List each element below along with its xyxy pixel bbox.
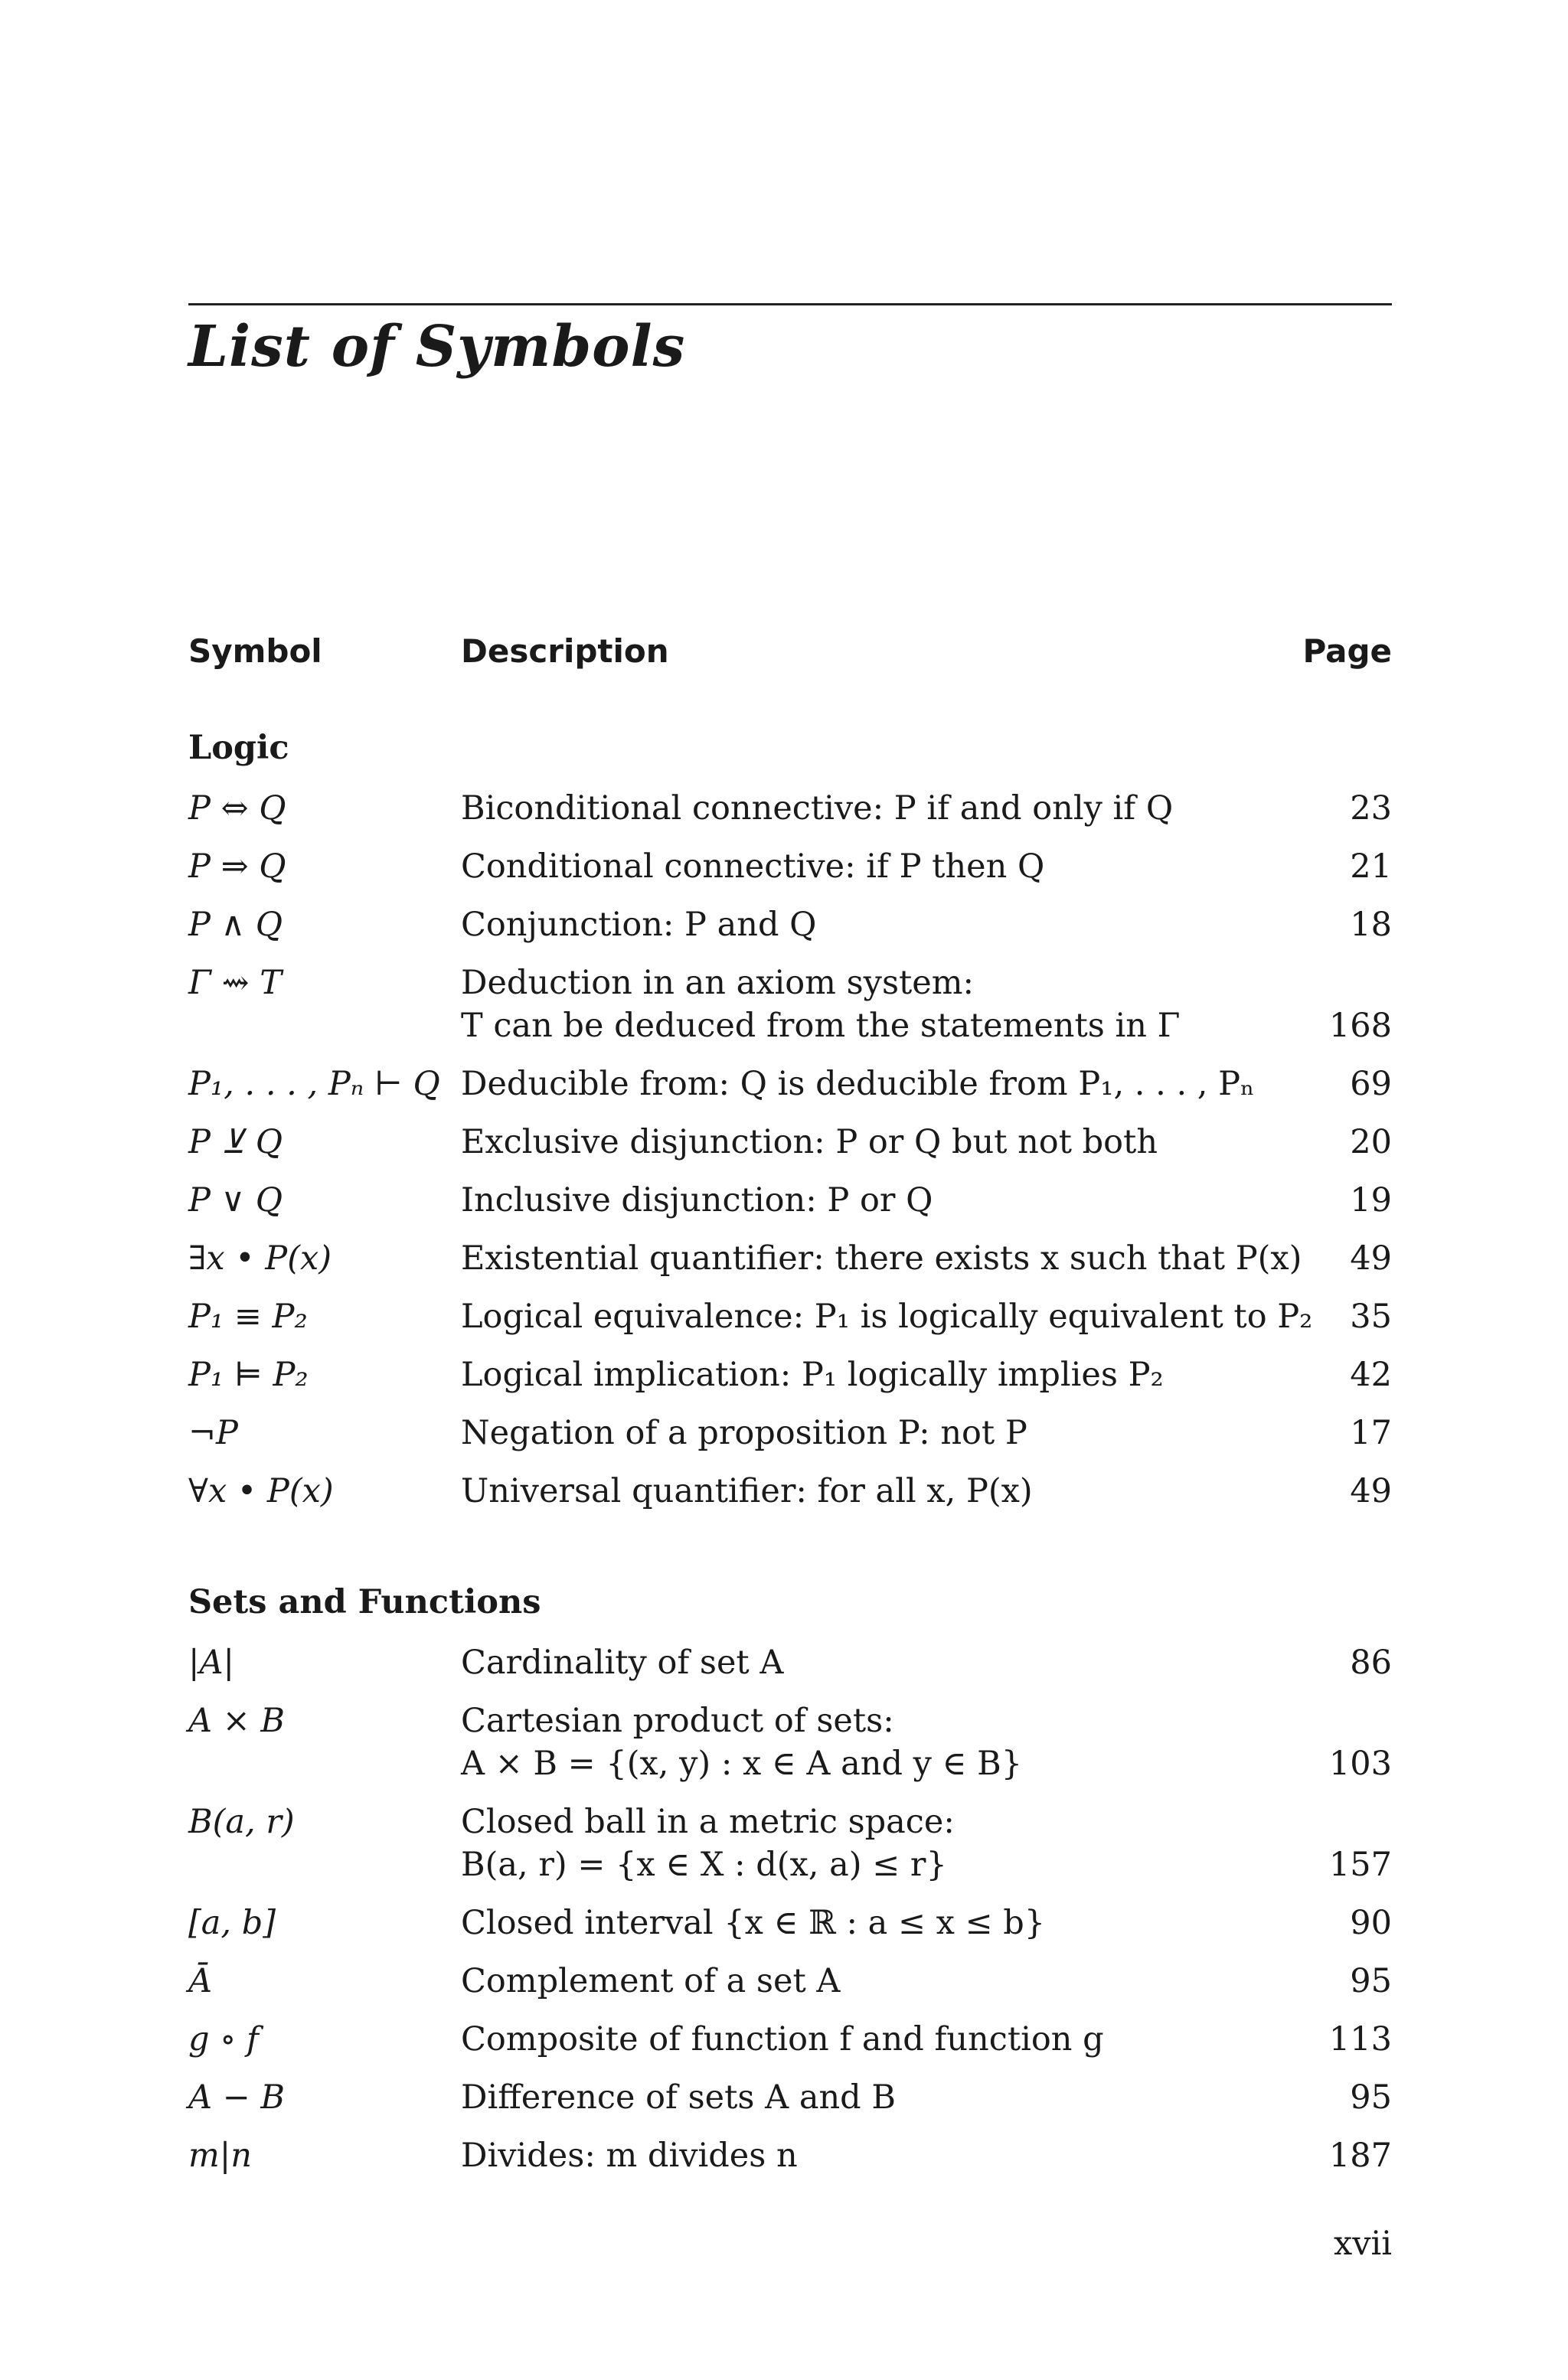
entry-description	[461, 1179, 1272, 1222]
entry-description	[461, 1237, 1302, 1280]
symbol-entry	[188, 1063, 1392, 1105]
entry-symbol: P₁ ⊨ P₂	[188, 1356, 309, 1394]
entry-page-number: 21	[1350, 847, 1392, 886]
entry-symbol: m|n	[188, 2137, 252, 2175]
entry-description	[461, 1412, 1272, 1454]
description-line: Complement of a set A	[461, 1962, 841, 2000]
entry-page-number: 187	[1328, 2137, 1392, 2175]
section-heading: Logic	[188, 729, 289, 767]
description-line: Universal quantifier: for all x, P(x)	[461, 1472, 1033, 1510]
entry-symbol: B(a, r)	[188, 1803, 295, 1841]
entry-symbol: |A|	[188, 1644, 235, 1682]
entry-description	[461, 2018, 1272, 2061]
description-line: Deduction in an axiom system:	[461, 964, 975, 1002]
entry-symbol: P ∧ Q	[188, 906, 283, 944]
entry-page-number: 35	[1350, 1298, 1392, 1336]
description-line: Composite of function f and function g	[461, 2020, 1104, 2058]
description-line: Inclusive disjunction: P or Q	[461, 1181, 933, 1219]
entry-description	[461, 1121, 1272, 1164]
entry-symbol: Γ ⇝ T	[188, 964, 282, 1002]
entry-page-number: 86	[1350, 1644, 1392, 1682]
entry-symbol: ∃x • P(x)	[188, 1239, 332, 1278]
description-line: Biconditional connective: P if and only if Q	[461, 789, 1174, 828]
entry-description	[461, 1295, 1313, 1338]
description-line: A × B = {(x, y) : x ∈ A and y ∈ B}	[461, 1745, 1023, 1783]
entry-description	[461, 961, 1272, 1047]
symbol-entry	[188, 2076, 1392, 2119]
entry-symbol: P ∨ Q	[188, 1181, 283, 1219]
entry-description	[461, 1063, 1272, 1105]
entry-page-number: 23	[1350, 789, 1392, 828]
description-line: Negation of a proposition P: not P	[461, 1414, 1027, 1452]
description-line: Difference of sets A and B	[461, 2078, 896, 2117]
entry-symbol: P₁, . . . , Pₙ ⊢ Q	[188, 1065, 440, 1103]
symbol-entry	[188, 1295, 1392, 1338]
description-line: Deducible from: Q is deducible from P₁, . . . , Pₙ	[461, 1065, 1255, 1103]
entry-symbol: Ā	[188, 1962, 213, 2000]
entry-description	[461, 1641, 1272, 1684]
entry-page-number: 168	[1328, 1007, 1392, 1045]
entry-page-number: 18	[1350, 906, 1392, 944]
entry-description	[461, 1470, 1272, 1513]
column-header-symbol: Symbol	[188, 632, 322, 670]
column-header-description: Description	[461, 632, 669, 670]
entry-description	[461, 903, 1272, 946]
symbol-entry	[188, 961, 1392, 1047]
symbol-entry	[188, 1470, 1392, 1513]
entry-page-number: 19	[1350, 1181, 1392, 1219]
entry-page-number: 113	[1328, 2020, 1392, 2058]
entry-description	[461, 2134, 1272, 2177]
symbol-entry	[188, 1801, 1392, 1886]
entry-symbol: ¬P	[188, 1414, 238, 1452]
entry-symbol: P ⇒ Q	[188, 847, 286, 886]
symbol-entry	[188, 1960, 1392, 2003]
page	[188, 0, 1392, 2380]
entry-page-number: 17	[1350, 1414, 1392, 1452]
column-header-page: Page	[1302, 632, 1392, 670]
symbol-entry	[188, 787, 1392, 830]
description-line: Cardinality of set A	[461, 1644, 784, 1682]
entry-symbol: A − B	[188, 2078, 286, 2117]
entry-symbol: g ∘ f	[188, 2020, 259, 2058]
description-line: Divides: m divides n	[461, 2137, 798, 2175]
symbol-entry	[188, 1353, 1392, 1396]
symbol-entry	[188, 1699, 1392, 1785]
page-number: xvii	[1333, 2225, 1392, 2263]
symbol-entry	[188, 1412, 1392, 1454]
symbol-entry	[188, 1121, 1392, 1164]
description-line: B(a, r) = {x ∈ X : d(x, a) ≤ r}	[461, 1846, 947, 1884]
entry-page-number: 157	[1328, 1846, 1392, 1884]
description-line: Conditional connective: if P then Q	[461, 847, 1045, 886]
symbol-entry	[188, 2018, 1392, 2061]
symbol-entry	[188, 903, 1392, 946]
entry-symbol: P₁ ≡ P₂	[188, 1298, 308, 1336]
entry-page-number: 49	[1350, 1239, 1392, 1278]
description-line: Logical equivalence: P₁ is logically equivalent to P₂	[461, 1298, 1313, 1336]
entry-description	[461, 1353, 1272, 1396]
entry-page-number: 95	[1350, 2078, 1392, 2117]
page-title: List of Symbols	[188, 314, 686, 380]
section-heading: Sets and Functions	[188, 1583, 541, 1621]
entry-description	[461, 1960, 1272, 2003]
entry-page-number: 103	[1328, 1745, 1392, 1783]
description-line: Logical implication: P₁ logically implies P₂	[461, 1356, 1164, 1394]
symbol-entry	[188, 1237, 1392, 1280]
symbol-entry	[188, 2134, 1392, 2177]
entry-symbol: [a, b]	[188, 1904, 276, 1942]
description-line: Closed interval {x ∈ ℝ : a ≤ x ≤ b}	[461, 1904, 1046, 1942]
title-rule	[188, 303, 1392, 305]
entry-page-number: 95	[1350, 1962, 1392, 2000]
entry-page-number: 42	[1350, 1356, 1392, 1394]
entry-page-number: 20	[1350, 1123, 1392, 1161]
description-line: Closed ball in a metric space:	[461, 1803, 955, 1841]
entry-symbol: A × B	[188, 1702, 286, 1740]
description-line: T can be deduced from the statements in Γ	[461, 1007, 1181, 1045]
entry-page-number: 69	[1350, 1065, 1392, 1103]
entry-description	[461, 1699, 1272, 1785]
entry-symbol: P ⊻ Q	[188, 1123, 283, 1161]
entry-description	[461, 787, 1272, 830]
entry-page-number: 90	[1350, 1904, 1392, 1942]
entry-symbol: ∀x • P(x)	[188, 1472, 334, 1510]
entry-description	[461, 845, 1272, 888]
entry-description	[461, 1801, 1272, 1886]
entry-symbol: P ⇔ Q	[188, 789, 286, 828]
description-line: Exclusive disjunction: P or Q but not both	[461, 1123, 1158, 1161]
entry-description	[461, 2076, 1272, 2119]
description-line: Cartesian product of sets:	[461, 1702, 894, 1740]
entry-page-number: 49	[1350, 1472, 1392, 1510]
description-line: Conjunction: P and Q	[461, 906, 817, 944]
symbol-entry	[188, 1641, 1392, 1684]
entry-description	[461, 1902, 1272, 1944]
symbol-entry	[188, 845, 1392, 888]
symbol-entry	[188, 1902, 1392, 1944]
symbol-entry	[188, 1179, 1392, 1222]
description-line: Existential quantifier: there exists x such that P(x)	[461, 1239, 1302, 1278]
